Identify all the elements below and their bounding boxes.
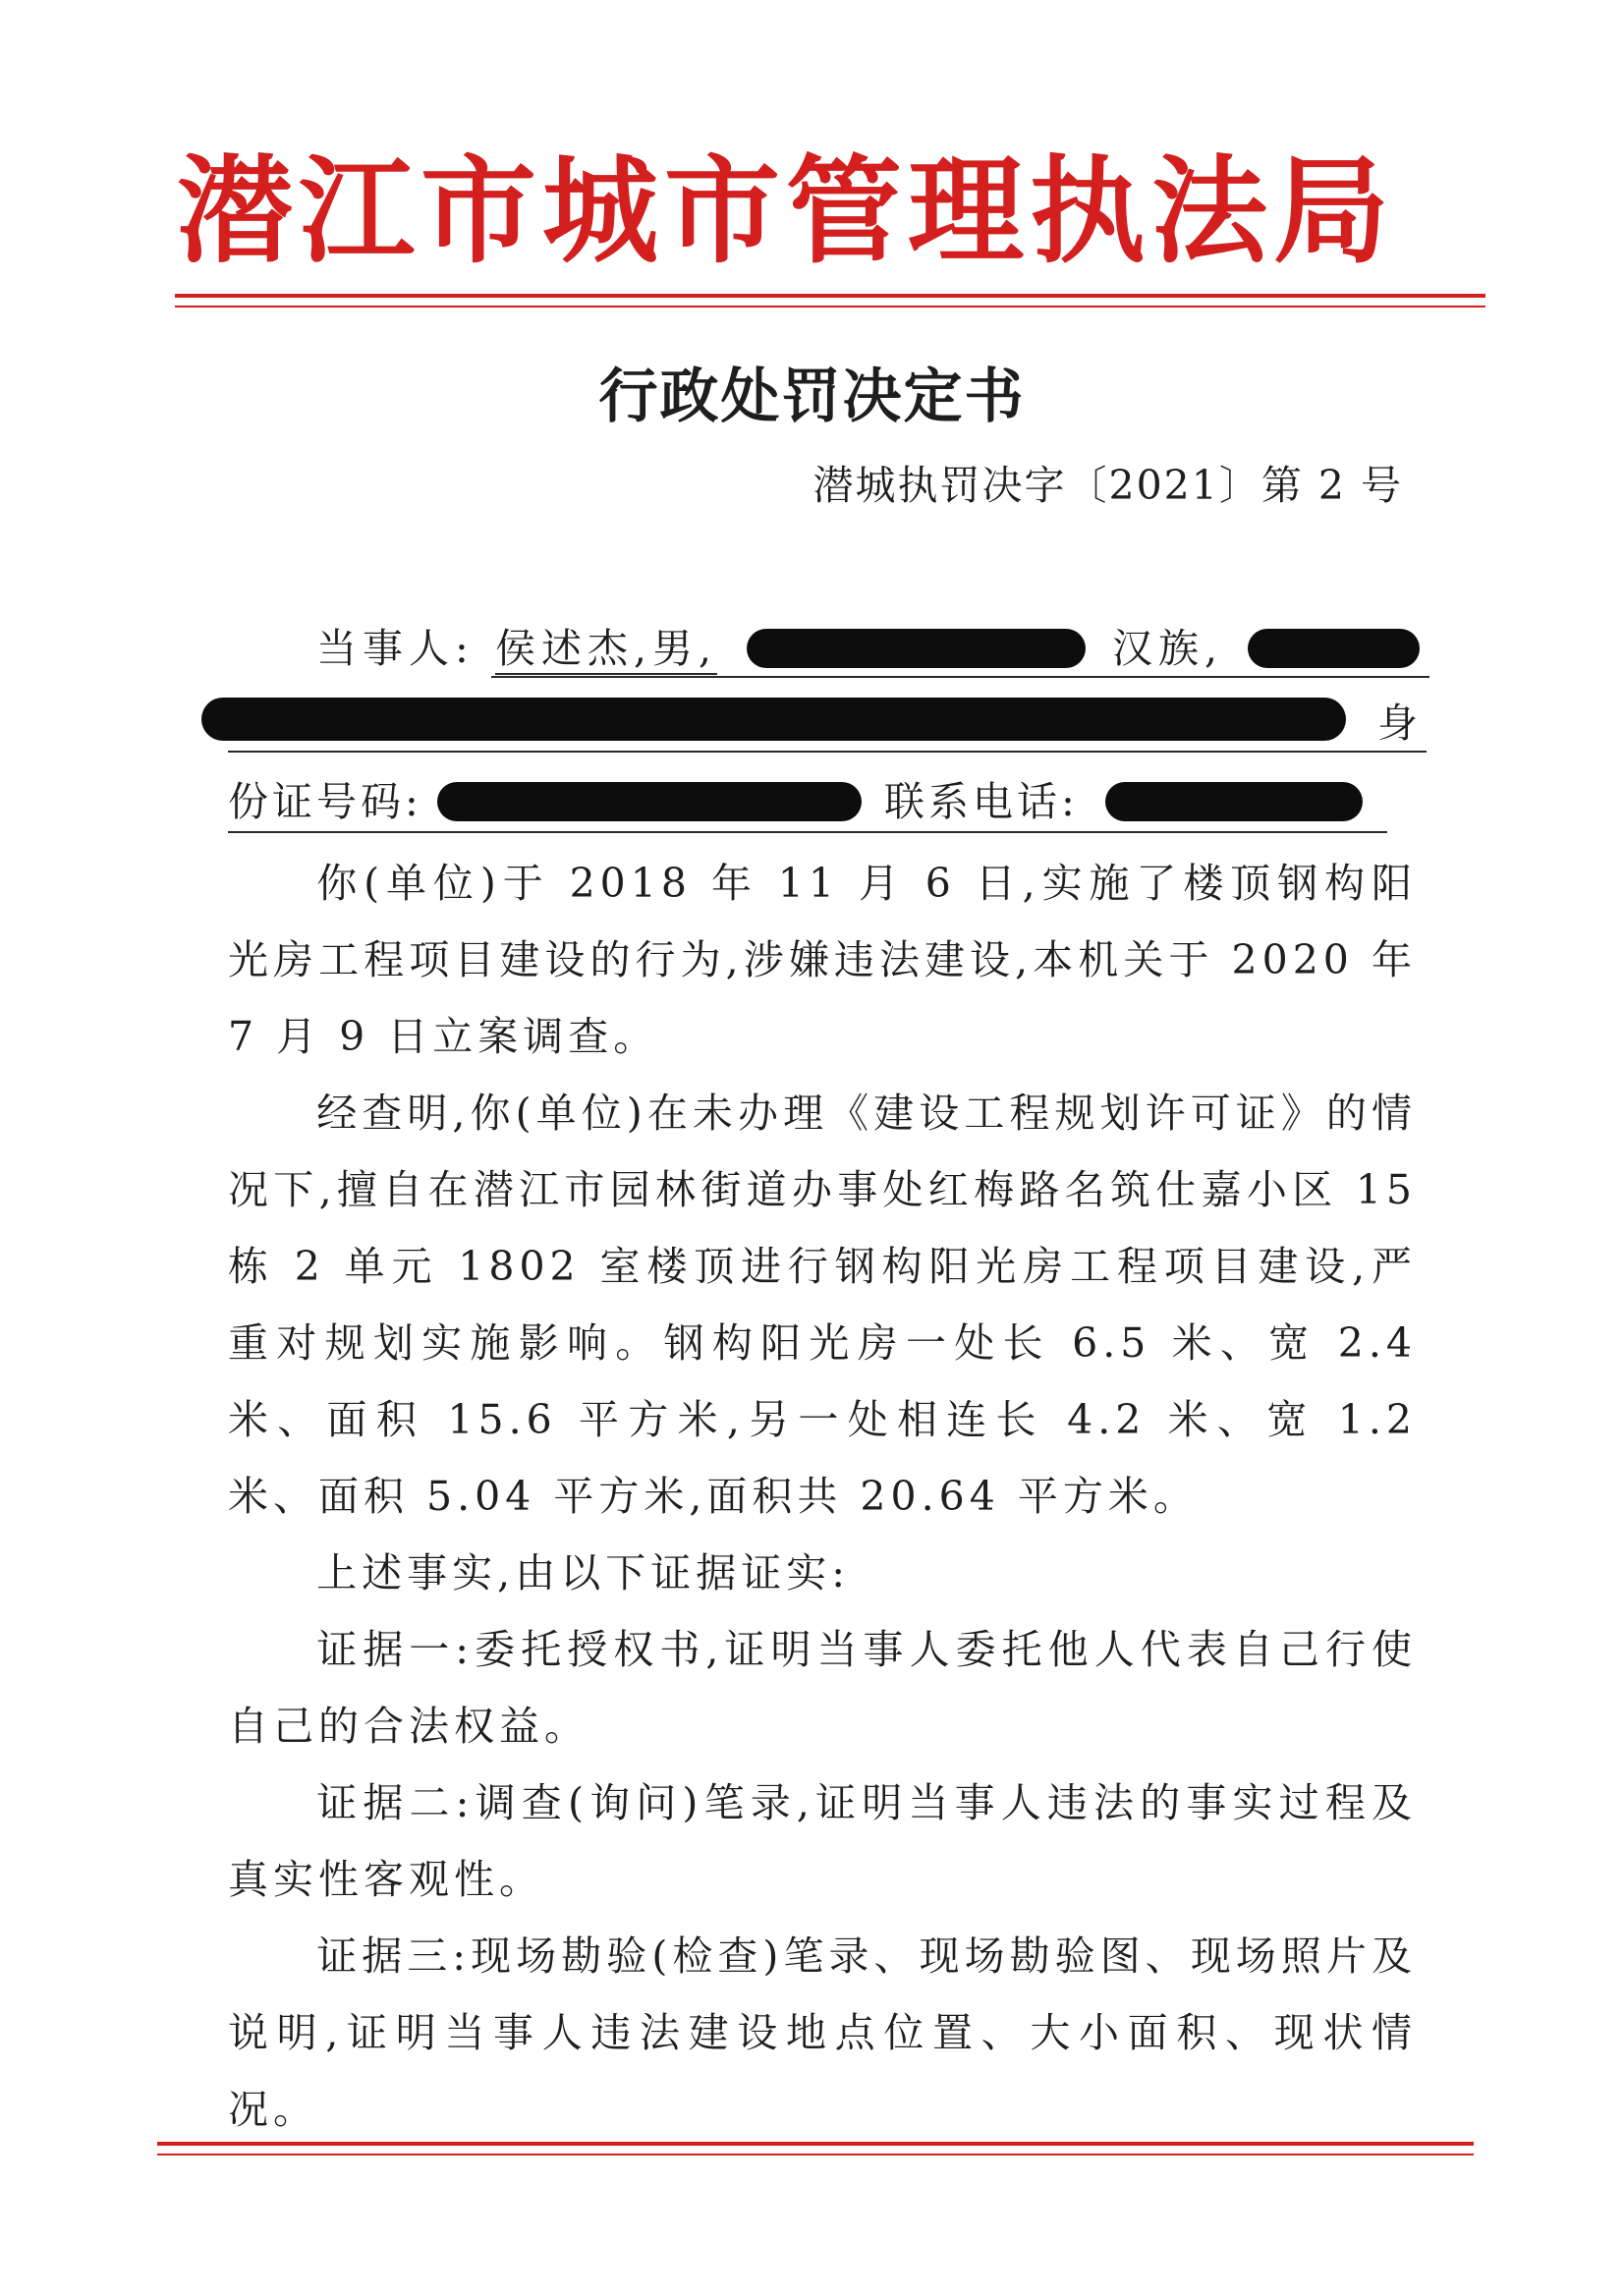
- party-ethnicity: 汉族,: [1112, 625, 1224, 672]
- footer-rule-thick: [157, 2142, 1474, 2146]
- paragraph-evidence-2: 证据二:调查(询问)笔录,证明当事人违法的事实过程及真实性客观性。: [228, 1779, 1417, 1903]
- letterhead-rule-thin: [175, 306, 1485, 308]
- redaction-id-number: [437, 782, 862, 821]
- paragraph-findings: 经查明,你(单位)在未办理《建设工程规划许可证》的情况下,擅自在潜江市园林街道办事处红梅路名筑仕嘉小区 15 栋 2 单元 1802 室楼顶进行钢构阳光房工程项目建设,严重对规划实施影响。钢构阳光房一处长 6.5 米、宽 2.4 米、面积 15.6 平方米,另一处相连长 4.2 米、宽 1.2 米、面积 5.04 平方米,面积共 20.64 平方米。: [228, 1090, 1417, 1520]
- document-title: 行政处罚决定书: [598, 363, 1026, 431]
- decision-body: [228, 845, 1417, 2148]
- letterhead-rule-thick: [175, 294, 1485, 298]
- redaction-phone: [1105, 782, 1363, 821]
- paragraph-evidence-intro: 上述事实,由以下证据证实:: [316, 1549, 851, 1596]
- phone-label: 联系电话:: [884, 778, 1079, 825]
- agency-letterhead: 潜江市城市管理执法局: [176, 143, 1395, 279]
- id-number-label: 份证号码:: [228, 778, 422, 825]
- paragraph-evidence-1: 证据一:委托授权书,证明当事人委托他人代表自己行使自己的合法权益。: [228, 1626, 1417, 1750]
- document-number: 潜城执罚决字〔2021〕第 2 号: [812, 462, 1403, 509]
- paragraph-evidence-3: 证据三:现场勘验(检查)笔录、现场勘验图、现场照片及说明,证明当事人违法建设地点位置、大小面积、现状情况。: [228, 1932, 1417, 2133]
- footer-rule-thin: [157, 2154, 1474, 2155]
- party-id-tail: 身: [1377, 700, 1418, 747]
- party-line-3-underline: [228, 831, 1387, 833]
- redaction-address-start: [1248, 629, 1420, 668]
- party-name-gender: 侯述杰,男,: [495, 625, 717, 675]
- party-line-2-underline: [228, 751, 1427, 753]
- party-label: 当事人:: [316, 625, 475, 672]
- party-line-1-underline: [491, 676, 1429, 678]
- paragraph-filing: 你(单位)于 2018 年 11 月 6 日,实施了楼顶钢构阳光房工程项目建设的行为,涉嫌违法建设,本机关于 2020 年 7 月 9 日立案调查。: [228, 860, 1417, 1060]
- redaction-birthdate: [747, 629, 1086, 668]
- redaction-address: [201, 698, 1346, 741]
